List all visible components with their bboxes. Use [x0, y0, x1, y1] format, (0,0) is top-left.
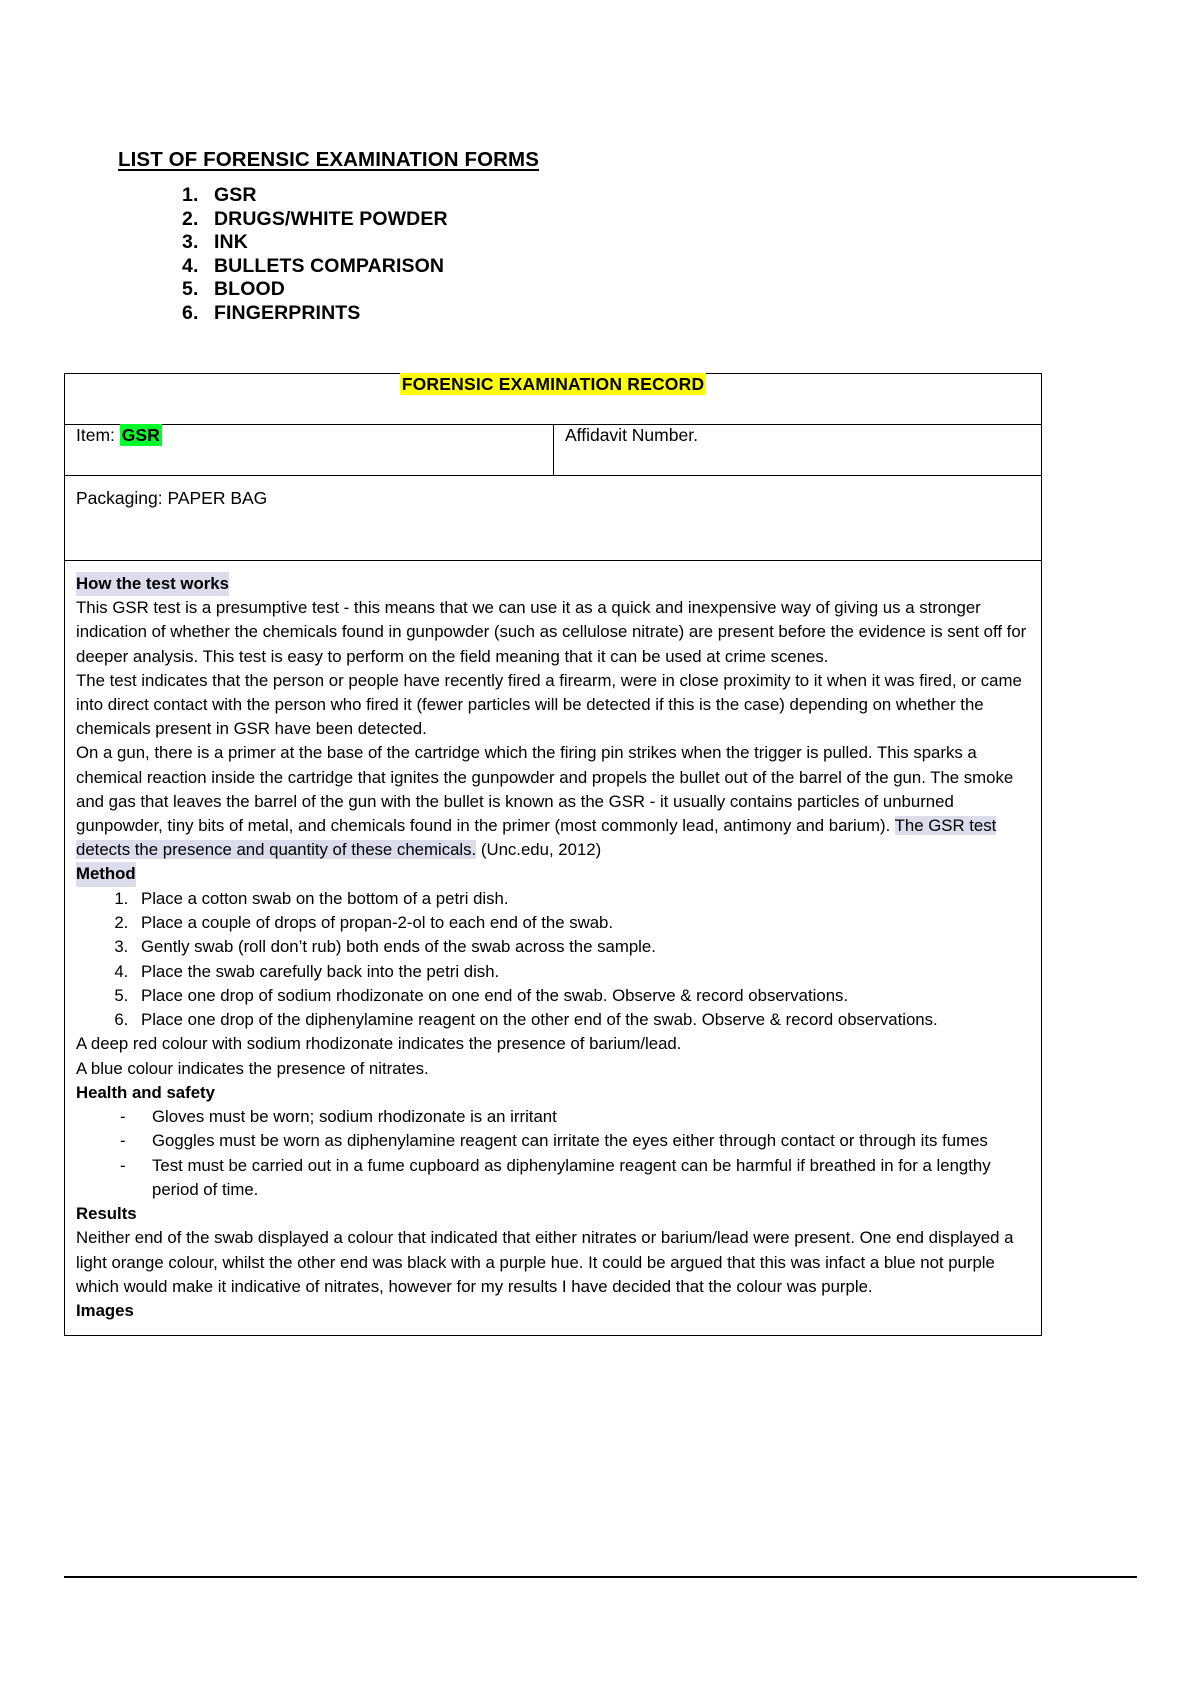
how-the-test-works-heading: How the test works — [76, 572, 229, 596]
item-label: Item: — [76, 425, 115, 445]
list-item: 2. DRUGS/WHITE POWDER — [204, 208, 448, 232]
results-heading: Results — [76, 1204, 137, 1224]
list-item: 6. FINGERPRINTS — [204, 302, 448, 326]
how-paragraph-3-citation: (Unc.edu, 2012) — [476, 840, 602, 860]
footer-divider — [64, 1576, 1137, 1578]
item-value: GSR — [121, 425, 160, 445]
list-item: 4. Place the swab carefully back into the petri dish. — [133, 960, 1030, 984]
how-paragraph-1: This GSR test is a presumptive test - this means that we can use it as a quick and inexpensive way of giving us a stronger indication of whether the chemicals found in gunpowder (such as cellulose nitrate) are present before the evidence is sent off for deeper analysis. This test is easy to perform on the field meaning that it can be used at crime scenes. — [76, 598, 1027, 666]
how-paragraph-3 — [76, 741, 1030, 862]
item-cell — [65, 425, 554, 476]
table-row — [65, 561, 1042, 1336]
affidavit-label: Affidavit Number. — [565, 425, 698, 445]
method-steps-list — [76, 887, 1030, 1033]
list-item: 2. Place a couple of drops of propan-2-ol to each end of the swab. — [133, 911, 1030, 935]
health-and-safety-heading: Health and safety — [76, 1082, 215, 1102]
page-title: LIST OF FORENSIC EXAMINATION FORMS — [118, 148, 539, 171]
forensic-examination-record-table — [64, 373, 1042, 1336]
indicator-line-1: A deep red colour with sodium rhodizonate indicates the presence of barium/lead. — [76, 1034, 682, 1054]
how-paragraph-3-pre: On a gun, there is a primer at the base of the cartridge which the firing pin strikes when the trigger is pulled. This sparks a chemical reaction inside the cartridge that ignites the gunpowder and propels the bullet out of the barrel of the gun. The smoke and gas that leaves the barrel of the gun with the bullet is known as the GSR - it usually contains particles of unburned gunpowder, tiny bits of metal, and chemicals found in the primer (most commonly lead, antimony and barium). — [76, 743, 1014, 836]
list-item: 1. GSR — [204, 184, 448, 208]
how-paragraph-3-highlight: The GSR test detects the presence and quantity of these chemicals. — [76, 816, 997, 860]
forensic-forms-list — [160, 184, 448, 326]
record-header-cell — [65, 374, 1042, 425]
packaging-text: Packaging: PAPER BAG — [76, 488, 268, 508]
list-item: - Goggles must be worn as diphenylamine reagent can irritate the eyes either through contact or through its fumes — [120, 1129, 1030, 1153]
packaging-cell — [65, 476, 1042, 561]
list-item: 3. Gently swab (roll don’t rub) both ends of the swab across the sample. — [133, 935, 1030, 959]
how-paragraph-2: The test indicates that the person or people have recently fired a firearm, were in close proximity to it when it was fired, or came into direct contact with the person who fired it (fewer particles will be detected if this is the case) depending on whether the chemicals present in GSR have been detected. — [76, 670, 1022, 739]
list-item: - Test must be carried out in a fume cupboard as diphenylamine reagent can be harmful if breathed in for a lengthy period of time. — [120, 1154, 1030, 1203]
table-row — [65, 374, 1042, 425]
list-item: 1. Place a cotton swab on the bottom of a petri dish. — [133, 887, 1030, 911]
record-body-cell — [65, 561, 1042, 1336]
list-item: 3. INK — [204, 231, 448, 255]
indicator-line-2: A blue colour indicates the presence of nitrates. — [76, 1058, 429, 1078]
list-item: 4. BULLETS COMPARISON — [204, 255, 448, 279]
table-row — [65, 425, 1042, 476]
method-heading: Method — [76, 862, 136, 886]
list-item: - Gloves must be worn; sodium rhodizonate is an irritant — [120, 1105, 1030, 1129]
list-item: 6. Place one drop of the diphenylamine reagent on the other end of the swab. Observe & record observations. — [133, 1008, 1030, 1032]
list-item: 5. BLOOD — [204, 278, 448, 302]
method-heading-line — [76, 862, 1030, 886]
affidavit-cell — [554, 425, 1042, 476]
table-row — [65, 476, 1042, 561]
record-header-text: FORENSIC EXAMINATION RECORD — [401, 374, 705, 394]
images-heading: Images — [76, 1301, 134, 1321]
how-the-test-works-heading-line — [76, 572, 1030, 596]
health-and-safety-list — [76, 1105, 1030, 1202]
results-text: Neither end of the swab displayed a colour that indicated that either nitrates or barium/lead were present. One end displayed a light orange colour, whilst the other end was black with a purple hue. It could be argued that this was infact a blue not purple which would make it indicative of nitrates, however for my results I have decided that the colour was purple. — [76, 1228, 1014, 1296]
list-item: 5. Place one drop of sodium rhodizonate on one end of the swab. Observe & record observations. — [133, 984, 1030, 1008]
